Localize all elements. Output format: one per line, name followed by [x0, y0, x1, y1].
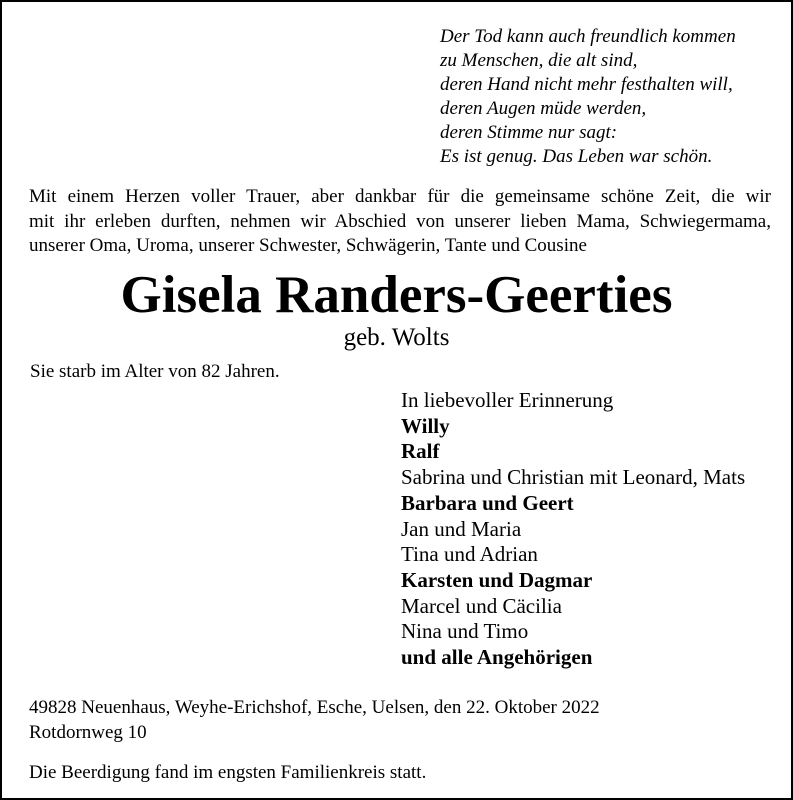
maiden-name: geb. Wolts [343, 324, 450, 351]
mourner-line: Barbara und Geert [401, 490, 574, 515]
address: Rotdornweg 10 [29, 722, 147, 743]
mourner-line: Sabrina und Christian mit Leonard, Mats [401, 465, 746, 490]
mourner-line: Jan und Maria [401, 516, 522, 541]
poem-line: Es ist genug. Das Leben war schön. [440, 146, 713, 167]
deceased-name: Gisela Randers-Geerties [120, 266, 673, 324]
poem-line: deren Hand nicht mehr festhalten will, [440, 74, 733, 95]
funeral-note: Die Beerdigung fand im engsten Familienkreis statt. [29, 762, 427, 783]
poem-line: Der Tod kann auch freundlich kommen [440, 26, 736, 47]
age-statement: Sie starb im Alter von 82 Jahren. [30, 361, 280, 382]
mourners-list [401, 388, 745, 671]
mourner-line: Marcel und Cäcilia [401, 593, 562, 618]
intro-line: Mit einem Herzen voller Trauer, aber dankbar für die gemeinsame schöne Zeit, die wir [29, 186, 771, 207]
place-date-block [29, 695, 600, 745]
mourner-line: Nina und Timo [401, 619, 529, 644]
mourner-line: und alle Angehörigen [401, 645, 593, 670]
place-date: 49828 Neuenhaus, Weyhe-Erichshof, Esche, Uelsen, den 22. Oktober 2022 [29, 697, 600, 718]
mourner-line: In liebevoller Erinnerung [401, 388, 614, 412]
mourner-line: Ralf [401, 439, 440, 464]
poem-line: deren Augen müde werden, [440, 98, 647, 119]
intro-text [29, 185, 771, 259]
poem [440, 25, 736, 169]
mourner-line: Willy [401, 413, 450, 438]
poem-line: deren Stimme nur sagt: [440, 122, 618, 143]
intro-line: mit ihr erleben durften, nehmen wir Abschied von unserer lieben Mama, Schwiegermama, [29, 210, 771, 232]
mourner-line: Tina und Adrian [401, 542, 538, 567]
intro-line: unserer Oma, Uroma, unserer Schwester, Schwägerin, Tante und Cousine [29, 235, 587, 256]
poem-line: zu Menschen, die alt sind, [440, 50, 638, 71]
mourner-line: Karsten und Dagmar [401, 567, 593, 592]
